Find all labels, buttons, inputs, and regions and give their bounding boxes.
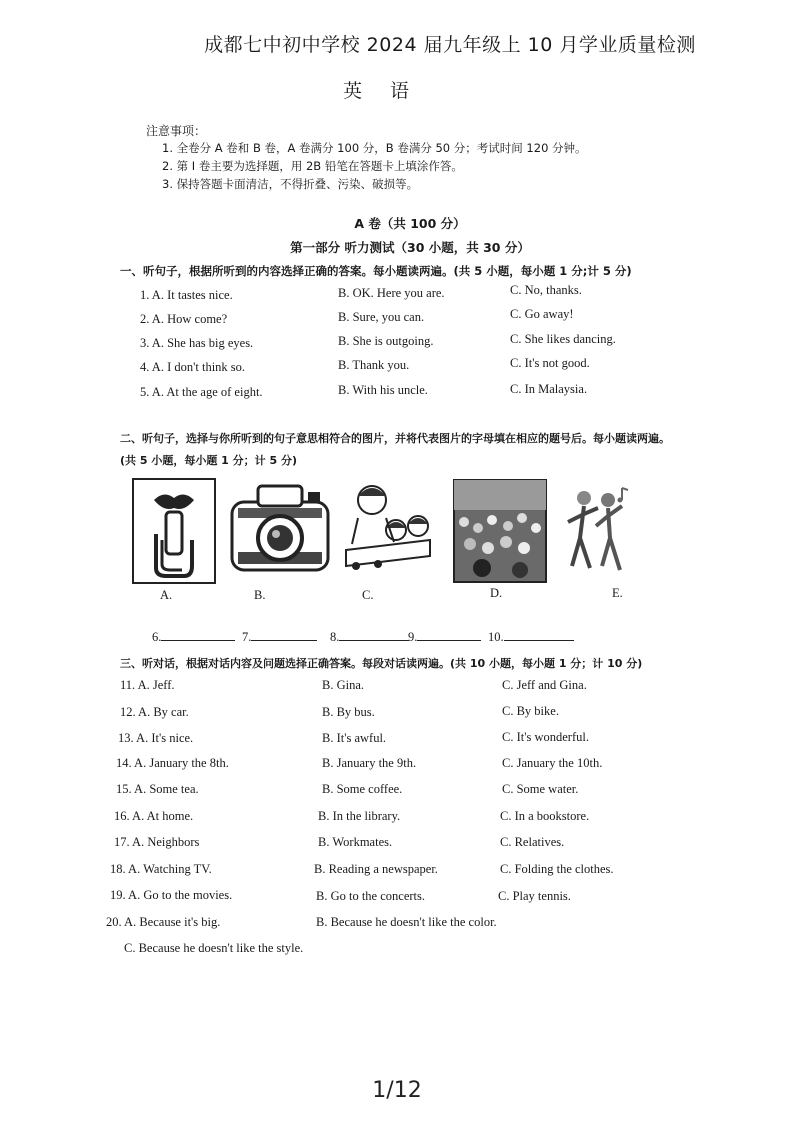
- option-c: C. Jeff and Gina.: [502, 678, 587, 692]
- picture-c-children: [338, 478, 434, 584]
- option-c: C. By bike.: [502, 704, 559, 718]
- subject-title: 英语: [342, 80, 437, 102]
- option-a: 4. A. I don't think so.: [140, 360, 246, 374]
- option-c: C. Play tennis.: [498, 889, 571, 903]
- option-b: B. Reading a newspaper.: [314, 862, 438, 876]
- page-number: 1/12: [372, 1078, 422, 1103]
- option-b: B. Gina.: [322, 678, 365, 692]
- option-c: C. No, thanks.: [510, 283, 582, 297]
- answer-blank[interactable]: 6.: [152, 628, 235, 645]
- option-b: B. With his uncle.: [338, 383, 428, 397]
- section2-subheading: (共 5 小题，每小题 1 分；计 5 分): [120, 454, 297, 467]
- option-c: C. Relatives.: [500, 835, 565, 849]
- option-b: B. OK. Here you are.: [338, 286, 445, 300]
- option-a: 17. A. Neighbors: [114, 835, 200, 849]
- option-b: B. Sure, you can.: [338, 310, 425, 324]
- picture-label: C.: [362, 588, 374, 602]
- option-a: 2. A. How come?: [140, 312, 228, 326]
- notes-heading: 注意事项：: [146, 124, 207, 138]
- option-c: C. In a bookstore.: [500, 809, 590, 823]
- picture-label: D.: [490, 586, 503, 600]
- option-b: B. Workmates.: [318, 835, 393, 849]
- picture-b-camera: [228, 478, 332, 584]
- option-a: 16. A. At home.: [114, 809, 194, 823]
- answer-blank[interactable]: 8.: [330, 628, 409, 645]
- option-a: 11. A. Jeff.: [120, 678, 175, 692]
- option-a: 15. A. Some tea.: [116, 782, 199, 796]
- answer-blank[interactable]: 9.: [408, 628, 481, 645]
- option-a: 18. A. Watching TV.: [110, 862, 212, 876]
- answer-blank[interactable]: 10.: [488, 628, 574, 645]
- option-c: C. Because he doesn't like the style.: [124, 941, 304, 955]
- picture-e-dancers: [562, 478, 634, 584]
- section2-heading: 二、听句子，选择与你所听到的句子意思相符合的图片，并将代表图片的字母填在相应的题号后。每小题读两遍。: [120, 432, 670, 445]
- picture-a-quiet-sign: [132, 478, 216, 584]
- option-c: C. Go away!: [510, 307, 574, 321]
- section3-heading: 三、听对话，根据对话内容及问题选择正确答案。每段对话读两遍。(共 10 小题，每小题 1 分；计 10 分): [120, 657, 643, 670]
- option-c: C. It's wonderful.: [502, 730, 589, 744]
- option-c: C. It's not good.: [510, 356, 590, 370]
- section1-heading: 一、听句子，根据所听到的内容选择正确的答案。每小题读两遍。(共 5 小题，每小题 1 分;计 5 分): [120, 264, 632, 278]
- option-a: 1. A. It tastes nice.: [140, 288, 233, 302]
- exam-title: 成都七中初中学校 2024 届九年级上 10 月学业质量检测: [204, 34, 696, 56]
- option-b: B. In the library.: [318, 809, 401, 823]
- option-b: B. Some coffee.: [322, 782, 403, 796]
- option-b: B. It's awful.: [322, 731, 387, 745]
- option-c: C. Folding the clothes.: [500, 862, 614, 876]
- option-b: B. She is outgoing.: [338, 334, 434, 348]
- option-a: 13. A. It's nice.: [118, 731, 194, 745]
- note-item: 3. 保持答题卡面清洁，不得折叠、污染、破损等。: [162, 177, 419, 191]
- option-a: 12. A. By car.: [120, 705, 189, 719]
- option-b: B. Thank you.: [338, 358, 410, 372]
- part1-heading: 第一部分 听力测试（30 小题，共 30 分）: [290, 240, 530, 255]
- answer-blank[interactable]: 7.: [242, 628, 317, 645]
- option-c: C. January the 10th.: [502, 756, 603, 770]
- option-b: B. January the 9th.: [322, 756, 417, 770]
- option-c: C. Some water.: [502, 782, 579, 796]
- picture-label: B.: [254, 588, 266, 602]
- paper-a-heading: A 卷（共 100 分）: [354, 216, 466, 231]
- option-c: C. In Malaysia.: [510, 382, 588, 396]
- option-a: 14. A. January the 8th.: [116, 756, 229, 770]
- note-item: 1. 全卷分 A 卷和 B 卷，A 卷满分 100 分，B 卷满分 50 分；考试时间 120 分钟。: [162, 141, 587, 155]
- option-c: C. She likes dancing.: [510, 332, 616, 346]
- option-b: B. Go to the concerts.: [316, 889, 426, 903]
- picture-label: E.: [612, 586, 623, 600]
- picture-d-crowd: [452, 478, 548, 584]
- picture-label: A.: [160, 588, 173, 602]
- option-a: 20. A. Because it's big.: [106, 915, 221, 929]
- option-b: B. By bus.: [322, 705, 375, 719]
- option-a: 3. A. She has big eyes.: [140, 336, 254, 350]
- option-b: B. Because he doesn't like the color.: [316, 915, 497, 929]
- note-item: 2. 第 I 卷主要为选择题，用 2B 铅笔在答题卡上填涂作答。: [162, 159, 463, 173]
- option-a: 19. A. Go to the movies.: [110, 888, 233, 902]
- option-a: 5. A. At the age of eight.: [140, 385, 263, 399]
